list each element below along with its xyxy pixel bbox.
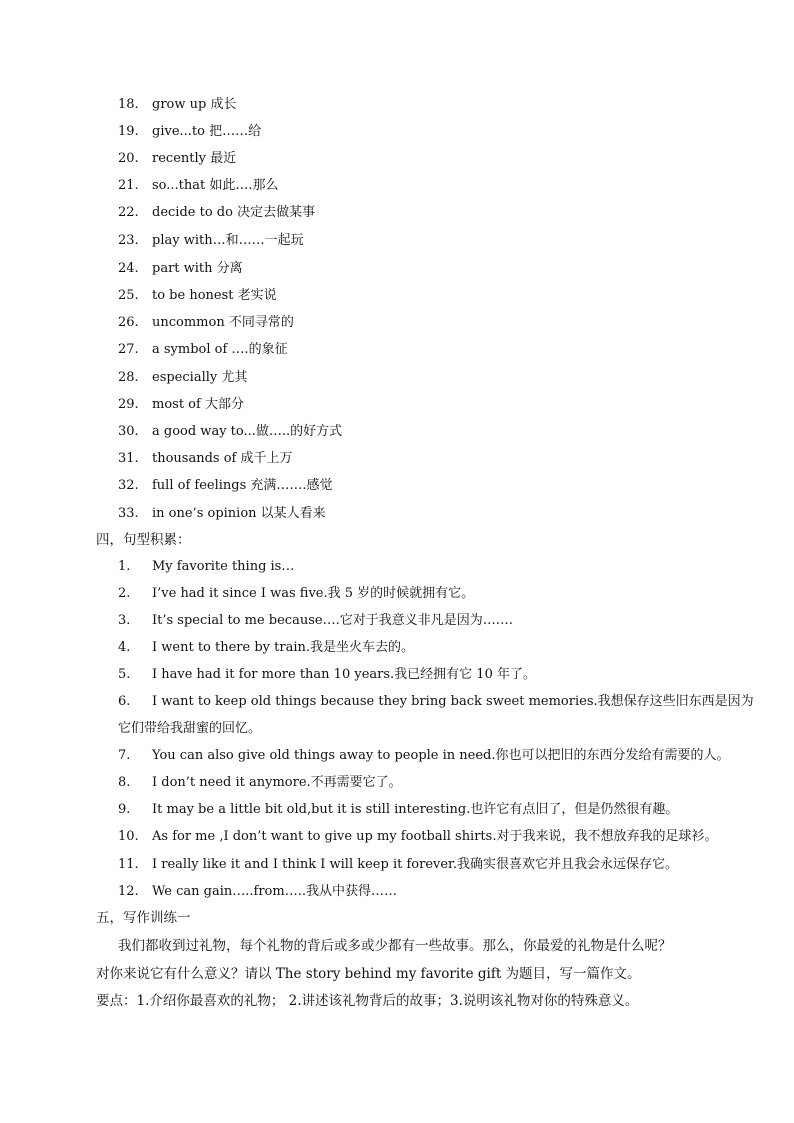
section-heading: 五，写作训练一: [96, 910, 191, 926]
list-item: [118, 478, 333, 494]
item-text: I’ve had it since I was five.我 5 岁的时候就拥有它。: [152, 586, 475, 601]
item-text: I want to keep old things because they bring back sweet memories.我想保存这些旧东西是因为: [152, 694, 754, 709]
item-number: 24.: [118, 261, 139, 276]
item-number: 18.: [118, 97, 139, 112]
item-text: to be honest 老实说: [152, 288, 277, 303]
list-item: [118, 802, 678, 818]
list-item: [118, 342, 288, 358]
item-text: My favorite thing is…: [152, 559, 295, 574]
list-item: [118, 97, 236, 113]
item-continuation: 它们带给我甜蜜的回忆。: [118, 721, 262, 736]
item-text: You can also give old things away to people in need.你也可以把旧的东西分发给有需要的人。: [152, 748, 730, 763]
list-item: [118, 315, 294, 331]
list-item: [118, 451, 293, 467]
item-text: give...to 把……给: [152, 124, 262, 139]
item-number: 12.: [118, 884, 139, 899]
item-text: a good way to...做…..的好方式: [152, 424, 343, 439]
item-text: in one’s opinion 以某人看来: [152, 506, 326, 521]
item-number: 1.: [118, 559, 131, 574]
item-text: uncommon 不同寻常的: [152, 315, 294, 330]
item-number: 19.: [118, 124, 139, 139]
paragraph-line: 我们都收到过礼物，每个礼物的背后或多或少都有一些故事。那么，你最爱的礼物是什么呢？: [118, 938, 672, 954]
item-text: a symbol of ….的象征: [152, 342, 288, 357]
list-item: [118, 370, 247, 386]
item-number: 32.: [118, 478, 139, 493]
list-item: [118, 884, 397, 900]
list-item: [118, 178, 279, 194]
list-item: [118, 124, 261, 140]
list-item: [118, 151, 236, 167]
item-number: 23.: [118, 233, 139, 248]
item-text: most of 大部分: [152, 397, 244, 412]
item-text: I went to there by train.我是坐火车去的。: [152, 640, 414, 655]
list-item: [118, 586, 474, 602]
item-number: 29.: [118, 397, 139, 412]
item-number: 4.: [118, 640, 131, 655]
item-number: 20.: [118, 151, 139, 166]
item-number: 28.: [118, 370, 139, 385]
item-text: It’s special to me because….它对于我意义非凡是因为…….: [152, 613, 513, 628]
list-item: [118, 667, 536, 683]
item-text: As for me ,I don’t want to give up my football shirts.对于我来说，我不想放弃我的足球衫。: [152, 829, 718, 844]
list-item: [118, 775, 402, 791]
list-item: [118, 397, 244, 413]
list-item: [118, 205, 315, 221]
list-item: [118, 857, 678, 873]
item-number: 33.: [118, 506, 139, 521]
item-number: 26.: [118, 315, 139, 330]
item-number: 8.: [118, 775, 131, 790]
item-number: 5.: [118, 667, 131, 682]
item-number: 30.: [118, 424, 139, 439]
list-item: [118, 559, 294, 575]
section-heading: 四，句型积累：: [96, 532, 191, 548]
item-number: 6.: [118, 694, 131, 709]
list-item: [118, 424, 342, 440]
item-text: part with 分离: [152, 261, 243, 276]
item-text: It may be a little bit old,but it is still interesting.也许它有点旧了，但是仍然很有趣。: [152, 802, 679, 817]
item-number: 22.: [118, 205, 139, 220]
item-number: 9.: [118, 802, 131, 817]
list-item: [118, 261, 243, 277]
item-number: 10.: [118, 829, 139, 844]
item-text: We can gain…..from…..我从中获得……: [152, 884, 397, 899]
item-text: so...that 如此….那么: [152, 178, 279, 193]
list-item: [118, 613, 513, 629]
item-number: 21.: [118, 178, 139, 193]
list-item: [118, 506, 326, 522]
paragraph-line: 对你来说它有什么意义？请以 The story behind my favorite gift 为题目，写一篇作文。: [96, 966, 641, 982]
item-text: I really like it and I think I will keep it forever.我确实很喜欢它并且我会永远保存它。: [152, 857, 678, 872]
item-text: recently 最近: [152, 151, 237, 166]
item-number: 27.: [118, 342, 139, 357]
item-number: 2.: [118, 586, 131, 601]
item-text: I don’t need it anymore.不再需要它了。: [152, 775, 402, 790]
item-number: 7.: [118, 748, 131, 763]
item-number: 3.: [118, 613, 131, 628]
list-item: [118, 748, 730, 764]
item-text: full of feelings 充满…….感觉: [152, 478, 333, 493]
list-item: [118, 694, 754, 710]
item-text: especially 尤其: [152, 370, 248, 385]
list-item: [118, 233, 304, 249]
item-text: I have had it for more than 10 years.我已经拥有它 10 年了。: [152, 667, 536, 682]
item-text: decide to do 决定去做某事: [152, 205, 316, 220]
item-number: 25.: [118, 288, 139, 303]
item-number: 11.: [118, 857, 139, 872]
paragraph-line: 要点：1.介绍你最喜欢的礼物； 2.讲述该礼物背后的故事；3.说明该礼物对你的特殊意义。: [96, 993, 639, 1009]
item-text: grow up 成长: [152, 97, 237, 112]
item-text: thousands of 成千上万: [152, 451, 293, 466]
item-number: 31.: [118, 451, 139, 466]
list-item: [118, 640, 414, 656]
item-text: play with…和……一起玩: [152, 233, 304, 248]
list-item: [118, 829, 717, 845]
list-item: [118, 288, 277, 304]
